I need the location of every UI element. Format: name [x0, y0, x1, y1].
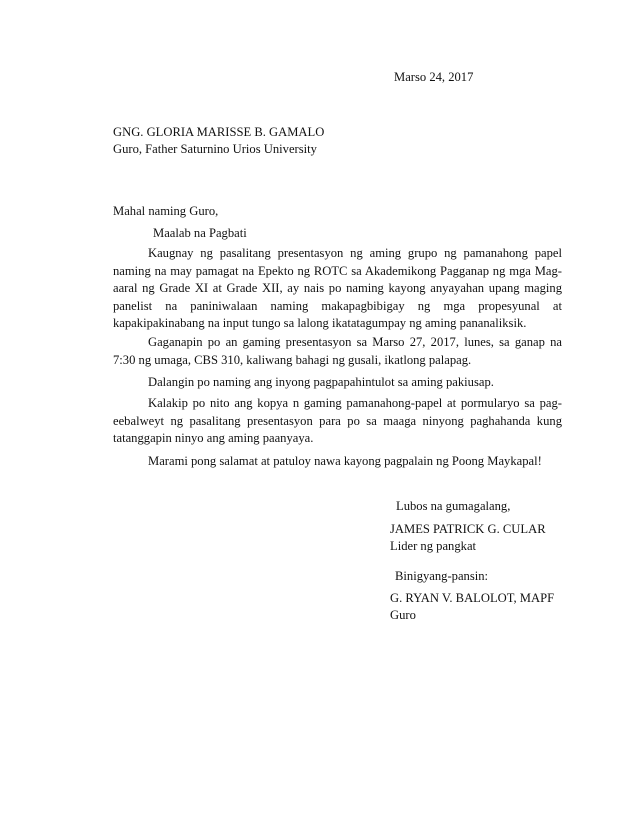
body-paragraph: [113, 245, 562, 333]
salutation: Mahal naming Guro,: [113, 204, 219, 218]
closing: Lubos na gumagalang,: [396, 499, 511, 513]
greeting: Maalab na Pagbati: [153, 226, 247, 240]
recipient-title: Guro, Father Saturnino Urios University: [113, 142, 317, 156]
paragraph-text: Kaugnay ng pasalitang presentasyon ng aming grupo ng pamanahong papel naming na may pamagat na Epekto ng ROTC sa Akademikong Pagganap ng mga Mag-aaral ng Grade XI at Grade XII, ay nais po naming kayong anyayahan upang maging panelist na paniniwalaan naming makapagbibigay ng mga propesyunal at kapakipakinabang na input tungo sa lalong ikatatagumpay ng aming pananaliksik.: [113, 246, 562, 330]
paragraph-text: Dalangin po naming ang inyong pagpapahintulot sa aming pakiusap.: [148, 375, 494, 389]
paragraph-text: Kalakip po nito ang kopya n gaming pamanahong-papel at pormularyo sa pag-eebalweyt ng pasalitang presentasyon para po sa maaga ninyong paghahanda kung tatanggapin ninyo ang aming paanyaya.: [113, 396, 562, 445]
adviser-role: Guro: [390, 608, 416, 622]
signatory-role: Lider ng pangkat: [390, 539, 477, 553]
paragraph-text: Marami pong salamat at patuloy nawa kayong pagpalain ng Poong Maykapal!: [148, 454, 542, 468]
body-paragraph: [113, 374, 562, 392]
body-paragraph: [113, 395, 562, 448]
recipient-name: GNG. GLORIA MARISSE B. GAMALO: [113, 125, 325, 139]
body-paragraph: [113, 453, 562, 471]
letter-date: Marso 24, 2017: [394, 70, 474, 84]
body-paragraph: [113, 334, 562, 369]
adviser-name: G. RYAN V. BALOLOT, MAPF: [390, 591, 555, 605]
paragraph-text: Gaganapin po an gaming presentasyon sa Marso 27, 2017, lunes, sa ganap na 7:30 ng umaga, CBS 310, kaliwang bahagi ng gusali, ikatlong palapag.: [113, 335, 562, 367]
noted-label: Binigyang-pansin:: [395, 569, 489, 583]
signatory-name: JAMES PATRICK G. CULAR: [390, 522, 546, 536]
